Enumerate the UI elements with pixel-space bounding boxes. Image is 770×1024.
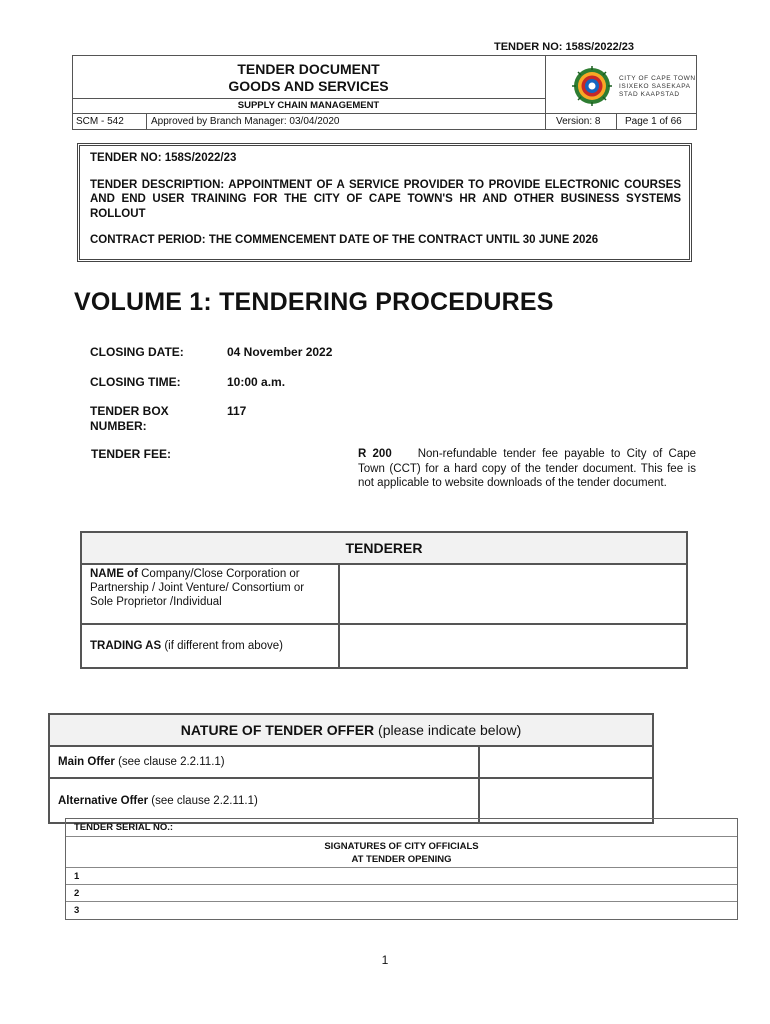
tender-description-box bbox=[77, 143, 692, 262]
header-meta-row bbox=[72, 113, 697, 130]
tender-fee-label: TENDER FEE: bbox=[91, 447, 172, 461]
tender-box-value: 117 bbox=[227, 404, 247, 418]
header-title-cell bbox=[72, 55, 546, 98]
tenderer-name-label-bold: NAME of bbox=[90, 568, 138, 580]
main-offer-row bbox=[50, 747, 652, 779]
page-count: Page 1 of 66 bbox=[625, 116, 682, 127]
alternative-offer-label-bold: Alternative Offer bbox=[58, 795, 149, 807]
trading-as-label-rest: (if different from above) bbox=[161, 640, 284, 652]
tenderer-name-label-line2: Sole Proprietor /Individual bbox=[90, 596, 222, 608]
approval-text: Approved by Branch Manager: 03/04/2020 bbox=[147, 114, 546, 130]
tender-fee-amount: R 200 bbox=[358, 448, 392, 460]
city-seal-icon bbox=[572, 66, 612, 106]
logo-line-1: CITY OF CAPE TOWN bbox=[619, 75, 696, 82]
main-offer-input[interactable] bbox=[480, 747, 652, 777]
tender-fee-text bbox=[358, 447, 696, 491]
trading-as-row bbox=[82, 625, 686, 667]
header-title-line1: TENDER DOCUMENT bbox=[237, 61, 380, 77]
closing-date-value: 04 November 2022 bbox=[227, 345, 333, 359]
header-subtitle: SUPPLY CHAIN MANAGEMENT bbox=[72, 98, 546, 113]
city-logo bbox=[546, 55, 697, 113]
main-offer-label-rest: (see clause 2.2.11.1) bbox=[114, 756, 225, 768]
nature-heading-bold: NATURE OF TENDER OFFER bbox=[180, 722, 375, 738]
signature-row[interactable]: 3 bbox=[74, 905, 80, 916]
desc-contract-period: CONTRACT PERIOD: THE COMMENCEMENT DATE OF THE CONTRACT UNTIL 30 JUNE 2026 bbox=[90, 234, 599, 246]
desc-tender-number: TENDER NO: 158S/2022/23 bbox=[90, 152, 237, 164]
closing-time-value: 10:00 a.m. bbox=[227, 375, 286, 389]
main-offer-label bbox=[50, 747, 480, 777]
logo-line-3: STAD KAAPSTAD bbox=[619, 91, 680, 98]
alternative-offer-row bbox=[50, 779, 652, 822]
page-number: 1 bbox=[381, 953, 389, 967]
tender-box-label-line1: TENDER BOX bbox=[90, 404, 169, 418]
tender-box-label-line2: NUMBER: bbox=[90, 419, 147, 433]
logo-line-2: ISIXEKO SASEKAPA bbox=[619, 83, 691, 90]
alternative-offer-label-rest: (see clause 2.2.11.1) bbox=[148, 795, 258, 807]
closing-time-label: CLOSING TIME: bbox=[90, 375, 181, 389]
tender-fee-description: Non-refundable tender fee payable to City of Cape Town (CCT) for a hard copy of the tender document. This fee is not applicable to website downloads of the tender document. bbox=[358, 448, 697, 489]
signature-row[interactable]: 1 bbox=[66, 868, 737, 885]
tender-box-label bbox=[90, 404, 169, 434]
main-offer-label-bold: Main Offer bbox=[58, 756, 115, 768]
signatures-heading-line2: AT TENDER OPENING bbox=[351, 854, 452, 865]
tender-serial-label: TENDER SERIAL NO.: bbox=[66, 819, 737, 837]
logo-text bbox=[619, 75, 696, 99]
tenderer-name-row bbox=[82, 565, 686, 625]
trading-as-input[interactable] bbox=[340, 625, 686, 667]
volume-title: VOLUME 1: TENDERING PROCEDURES bbox=[74, 288, 554, 316]
trading-as-label-bold: TRADING AS bbox=[90, 640, 162, 652]
alternative-offer-label bbox=[50, 779, 480, 822]
signatures-heading bbox=[66, 837, 737, 868]
tenderer-name-label-rest: Company/Close Corporation or Partnership / Joint Venture/ Consortium or bbox=[90, 568, 305, 594]
nature-of-offer-table bbox=[48, 713, 654, 824]
tender-serial-table bbox=[65, 818, 738, 920]
nature-heading bbox=[50, 715, 652, 747]
signature-row[interactable]: 2 bbox=[66, 885, 737, 902]
tenderer-name-label bbox=[82, 565, 340, 623]
trading-as-label bbox=[82, 625, 340, 667]
tenderer-heading: TENDERER bbox=[82, 533, 686, 565]
header-tender-number: TENDER NO: 158S/2022/23 bbox=[493, 41, 634, 53]
nature-heading-rest: (please indicate below) bbox=[374, 722, 522, 738]
closing-date-label: CLOSING DATE: bbox=[90, 345, 184, 359]
signatures-heading-line1: SIGNATURES OF CITY OFFICIALS bbox=[324, 841, 479, 852]
tenderer-table bbox=[80, 531, 688, 669]
tenderer-name-input[interactable] bbox=[340, 565, 686, 623]
version-text: Version: 8 bbox=[546, 114, 617, 130]
alternative-offer-input[interactable] bbox=[480, 779, 652, 822]
scm-code: SCM - 542 bbox=[72, 114, 147, 130]
desc-tender-description: TENDER DESCRIPTION: APPOINTMENT OF A SERVICE PROVIDER TO PROVIDE ELECTRONIC COURSES AND END USER TRAINING FOR THE CITY OF CAPE TOWN'S HR AND OTHER BUSINESS SYSTEMS ROLLOUT bbox=[90, 178, 681, 220]
header-title-line2: GOODS AND SERVICES bbox=[228, 78, 389, 94]
